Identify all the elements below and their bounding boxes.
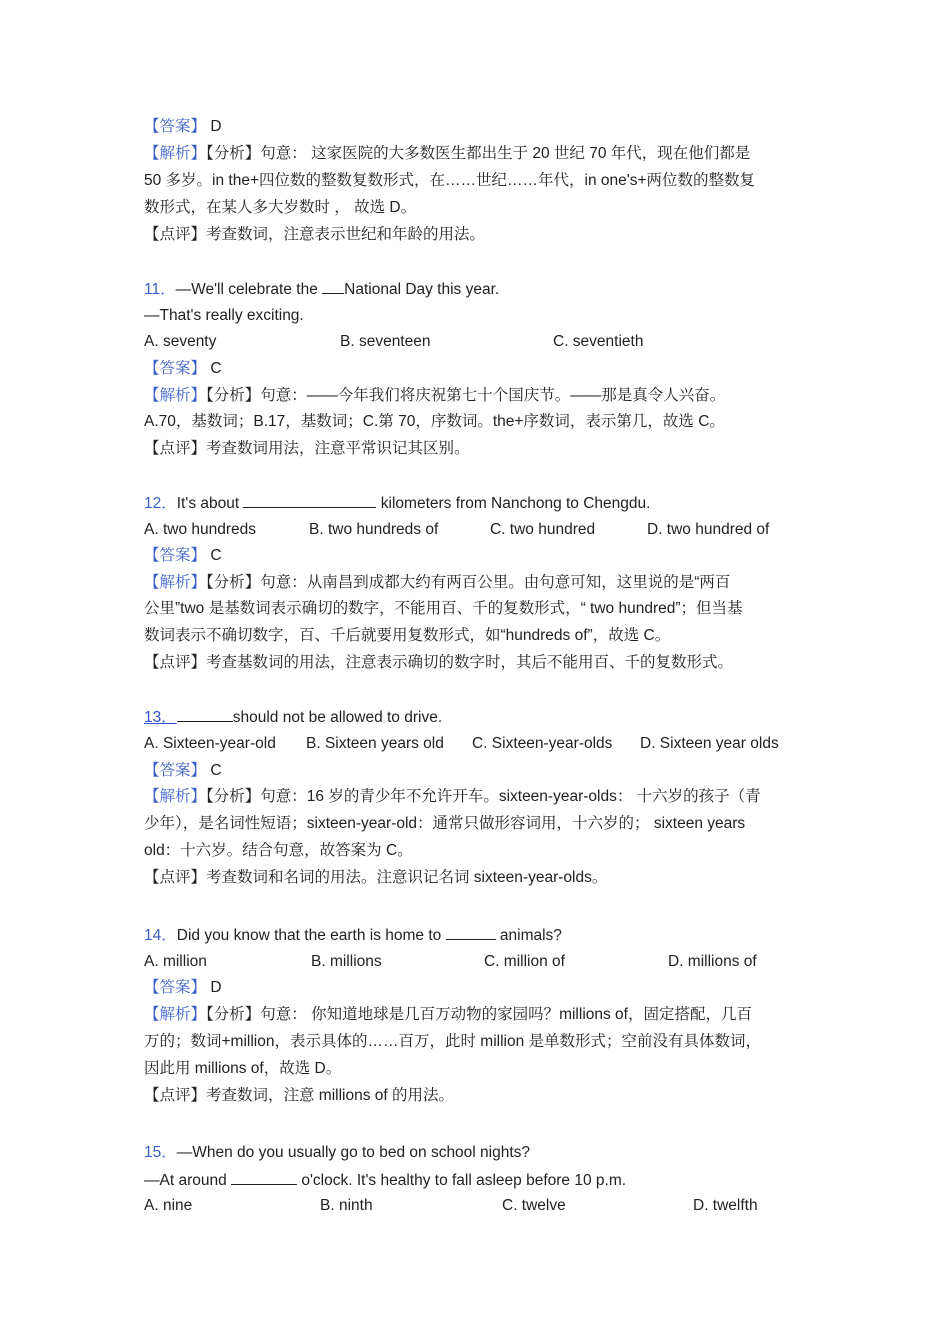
option-d: D. millions of: [668, 953, 757, 970]
answer-label: 【答案】: [144, 762, 207, 779]
answer-blank: [231, 1170, 297, 1185]
stem-part: animals?: [495, 927, 562, 944]
analysis-line: [144, 386, 725, 406]
analysis-text: 数形式，在某人多大岁数时 ， 故选 D。: [144, 199, 417, 216]
stem-part: o'clock. It's healthy to fall asleep before 10 p.m.: [297, 1172, 627, 1189]
comment-line: 【点评】考查数词和名词的用法。注意识记名词 sixteen-year-olds。: [144, 869, 608, 886]
analysis-line: [144, 1005, 752, 1025]
question-number: 15．: [144, 1144, 177, 1161]
answer-value: C: [210, 547, 222, 564]
analysis-line: [144, 573, 730, 593]
option-c: C. twelve: [502, 1197, 566, 1214]
analysis-line: [144, 787, 761, 807]
answer-blank: [446, 925, 496, 940]
option-a: A. nine: [144, 1197, 193, 1214]
stem-part: —We'll celebrate the: [175, 281, 323, 298]
analysis-label: 【解析】: [144, 574, 207, 591]
option-b: B. two hundreds of: [309, 521, 439, 538]
question-number: 12．: [144, 495, 177, 512]
stem-part: —At around: [144, 1172, 232, 1189]
option-b: B. seventeen: [340, 333, 431, 350]
option-d: D. twelfth: [693, 1197, 758, 1214]
answer-line: [144, 117, 222, 137]
analysis-label: 【解析】: [144, 788, 207, 805]
stem-part: It's about: [176, 495, 244, 512]
stem-part: National Day this year.: [344, 281, 500, 298]
option-c: C. seventieth: [553, 333, 644, 350]
question-stem: [144, 1143, 530, 1163]
question-number-link[interactable]: 13．: [144, 709, 177, 726]
analysis-text: 【分析】句意：——今年我们将庆祝第七十个国庆节。——那是真令人兴奋。: [206, 387, 726, 404]
analysis-line: [144, 144, 750, 164]
answer-value: C: [210, 762, 222, 779]
answer-line: [144, 761, 222, 781]
comment-line: 【点评】考查基数词的用法，注意表示确切的数字时，其后不能用百、千的复数形式。: [144, 654, 734, 671]
answer-label: 【答案】: [144, 118, 207, 135]
comment-line: 【点评】考查数词用法，注意平常识记其区别。: [144, 440, 470, 457]
option-c: C. Sixteen-year-olds: [472, 735, 613, 752]
answer-line: [144, 546, 222, 566]
analysis-label: 【解析】: [144, 387, 207, 404]
answer-blank: [322, 279, 344, 294]
option-d: D. two hundred of: [647, 521, 770, 538]
analysis-text: 【分析】句意： 这家医院的大多数医生都出生于 20 世纪 70 年代，现在他们都是: [206, 145, 751, 162]
question-stem: [144, 707, 442, 728]
option-b: B. ninth: [320, 1197, 373, 1214]
answer-label: 【答案】: [144, 360, 207, 377]
option-a: A. seventy: [144, 333, 217, 350]
analysis-text: 因此用 millions of，故选 D。: [144, 1060, 342, 1077]
option-a: A. million: [144, 953, 207, 970]
analysis-text: 数词表示不确切数字，百、千后就要用复数形式，如“hundreds of”，故选 C。: [144, 627, 671, 644]
analysis-text: 【分析】句意：16 岁的青少年不允许开车。sixteen-year-olds： 十六岁的孩子（青: [206, 788, 761, 805]
question-line: [144, 1170, 626, 1191]
option-d: D. Sixteen year olds: [640, 735, 779, 752]
option-a: A. two hundreds: [144, 521, 257, 538]
comment-line: 【点评】考查数词，注意 millions of 的用法。: [144, 1087, 455, 1104]
question-number: 14．: [144, 927, 177, 944]
analysis-text: 【分析】句意： 你知道地球是几百万动物的家园吗？millions of，固定搭配，几百: [206, 1006, 752, 1023]
answer-label: 【答案】: [144, 979, 207, 996]
option-a: A. Sixteen-year-old: [144, 735, 276, 752]
option-b: B. Sixteen years old: [306, 735, 444, 752]
answer-value: C: [210, 360, 222, 377]
answer-label: 【答案】: [144, 547, 207, 564]
analysis-text: 公里”two 是基数词表示确切的数字，不能用百、千的复数形式，“ two hundred”；但当基: [144, 600, 743, 617]
option-b: B. millions: [311, 953, 382, 970]
analysis-label: 【解析】: [144, 145, 207, 162]
question-line: —That's really exciting.: [144, 307, 304, 324]
question-number: 11．: [144, 281, 176, 298]
analysis-text: 50 多岁。in the+四位数的整数复数形式，在……世纪……年代，in one's+两位数的整数复: [144, 172, 756, 189]
analysis-label: 【解析】: [144, 1006, 207, 1023]
answer-blank: [243, 493, 376, 508]
option-c: C. two hundred: [490, 521, 596, 538]
stem-part: —When do you usually go to bed on school nights?: [176, 1144, 531, 1161]
comment-line: 【点评】考查数词，注意表示世纪和年龄的用法。: [144, 226, 486, 243]
option-c: C. million of: [484, 953, 565, 970]
answer-value: D: [210, 118, 222, 135]
analysis-text: old：十六岁。结合句意，故答案为 C。: [144, 842, 413, 859]
answer-line: [144, 359, 222, 379]
answer-value: D: [210, 979, 222, 996]
analysis-text: 【分析】句意：从南昌到成都大约有两百公里。由句意可知，这里说的是“两百: [206, 574, 731, 591]
analysis-text: 万的；数词+million，表示具体的……百万，此时 million 是单数形式；空前没有具体数词，: [144, 1033, 762, 1050]
stem-part: should not be allowed to drive.: [232, 709, 443, 726]
answer-blank: [177, 707, 233, 722]
stem-part: Did you know that the earth is home to: [176, 927, 446, 944]
question-stem: [144, 279, 499, 300]
answer-line: [144, 978, 222, 998]
analysis-text: A.70，基数词；B.17，基数词；C.第 70，序数词。the+序数词，表示第几，故选 C。: [144, 413, 725, 430]
stem-part: kilometers from Nanchong to Chengdu.: [376, 495, 651, 512]
question-stem: [144, 925, 562, 946]
question-stem: [144, 493, 650, 514]
analysis-text: 少年），是名词性短语；sixteen-year-old：通常只做形容词用，十六岁的； sixteen years: [144, 815, 746, 832]
